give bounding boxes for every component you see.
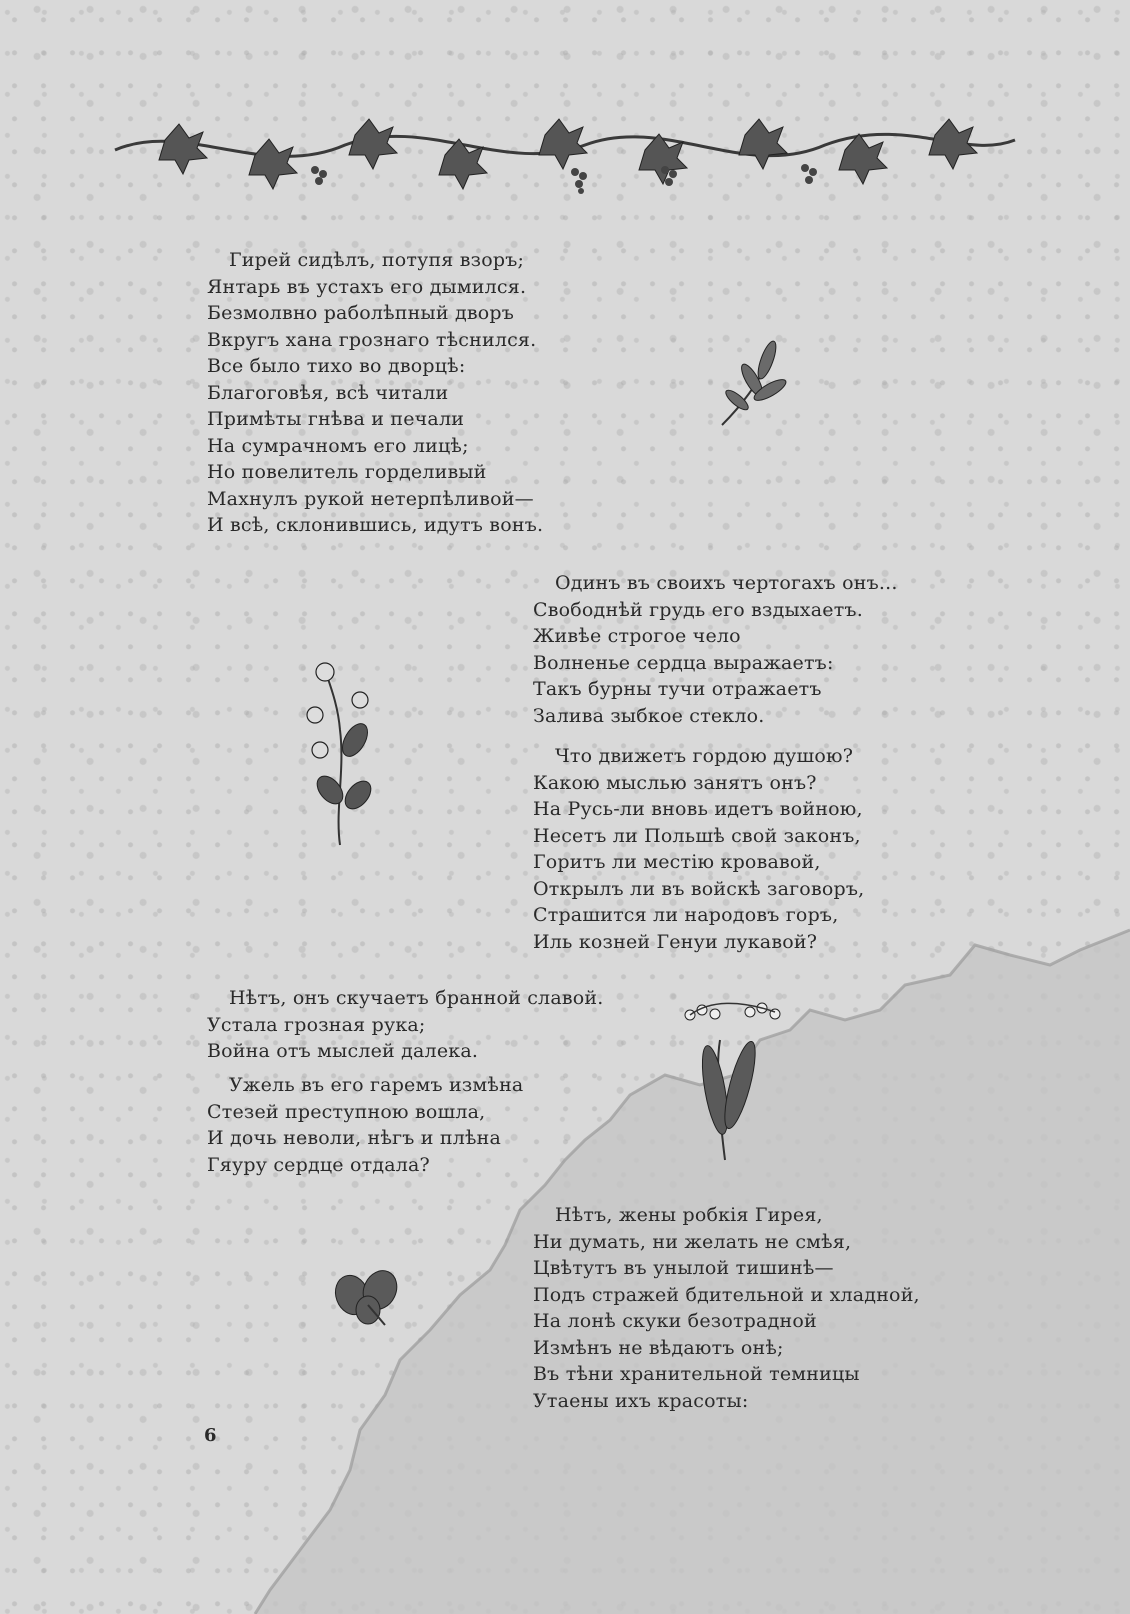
verse-line: Въ тѣни хранительной темницы xyxy=(533,1363,860,1385)
verse-line: Свободнѣй грудь его вздыхаетъ. xyxy=(533,598,863,621)
verse-line: Нѣтъ, онъ скучаетъ бранной славой. xyxy=(229,987,604,1009)
verse-line: Волненье сердца выражаетъ: xyxy=(533,651,834,674)
verse-line: Ни думать, ни желать не смѣя, xyxy=(533,1230,852,1253)
verse-line: Стезей преступною вошла, xyxy=(207,1100,486,1123)
verse-line: Залива зыбкое стекло. xyxy=(533,704,765,727)
grapevine-garland-icon xyxy=(105,100,1025,200)
verse-line: Подъ стражей бдительной и хладной, xyxy=(533,1283,920,1306)
verse-line: Ужель въ его гаремъ измѣна xyxy=(229,1074,524,1096)
stanza-1 xyxy=(207,247,543,539)
verse-line: Что движетъ гордою душою? xyxy=(555,745,854,767)
verse-line: Какою мыслью занятъ онъ? xyxy=(533,771,817,794)
verse-line: Благоговѣя, всѣ читали xyxy=(207,381,449,404)
verse-line: Махнулъ рукой нетерпѣливой— xyxy=(207,487,534,510)
stanza-2 xyxy=(533,570,898,729)
verse-line: Открылъ ли въ войскѣ заговоръ, xyxy=(533,877,865,900)
clover-leaf-icon xyxy=(330,1260,410,1330)
verse-line: Цвѣтутъ въ унылой тишинѣ— xyxy=(533,1257,834,1279)
verse-line: Нѣтъ, жены робкія Гирея, xyxy=(555,1204,823,1226)
verse-line: Все было тихо во дворцѣ: xyxy=(207,355,466,377)
verse-line: Иль козней Генуи лукавой? xyxy=(533,930,818,953)
verse-line: Устала грозная рука; xyxy=(207,1013,426,1036)
verse-line: Безмолвно раболѣпный дворъ xyxy=(207,302,515,324)
flower-sprig-icon xyxy=(300,660,390,850)
verse-line: Но повелитель горделивый xyxy=(207,461,487,483)
verse-line: Вкругъ хана грознаго тѣснился. xyxy=(207,328,537,351)
stanza-6 xyxy=(533,1202,920,1414)
verse-line: Гирей сидѣлъ, потупя взоръ; xyxy=(229,249,525,271)
verse-line: Война отъ мыслей далека. xyxy=(207,1040,479,1062)
verse-line: На лонѣ скуки безотрадной xyxy=(533,1310,817,1332)
verse-line: Одинъ въ своихъ чертогахъ онъ... xyxy=(555,572,898,594)
verse-line: И дочь неволи, нѣгъ и плѣна xyxy=(207,1127,502,1149)
laurel-sprig-icon xyxy=(712,335,802,435)
verse-line: Такъ бурны тучи отражаетъ xyxy=(533,678,822,700)
page-number: 6 xyxy=(204,1425,217,1446)
verse-line: Гяуру сердце отдала? xyxy=(207,1153,430,1176)
verse-line: Горитъ ли местію кровавой, xyxy=(533,851,821,873)
stanza-5 xyxy=(207,1072,523,1178)
lily-of-the-valley-icon xyxy=(680,1000,790,1165)
verse-line: На сумрачномъ его лицѣ; xyxy=(207,434,469,457)
verse-line: Страшится ли народовъ горъ, xyxy=(533,904,839,926)
verse-line: Несетъ ли Польшѣ свой законъ, xyxy=(533,824,861,847)
stanza-4 xyxy=(207,985,603,1065)
verse-line: Примѣты гнѣва и печали xyxy=(207,408,465,430)
stanza-3 xyxy=(533,743,864,955)
verse-line: Утаены ихъ красоты: xyxy=(533,1389,749,1412)
verse-line: На Русь-ли вновь идетъ войною, xyxy=(533,798,863,820)
verse-line: И всѣ, склонившись, идутъ вонъ. xyxy=(207,514,544,536)
verse-line: Живѣе строгое чело xyxy=(533,625,741,647)
verse-line: Янтарь въ устахъ его дымился. xyxy=(207,275,527,298)
verse-line: Измѣнъ не вѣдаютъ онѣ; xyxy=(533,1336,784,1359)
